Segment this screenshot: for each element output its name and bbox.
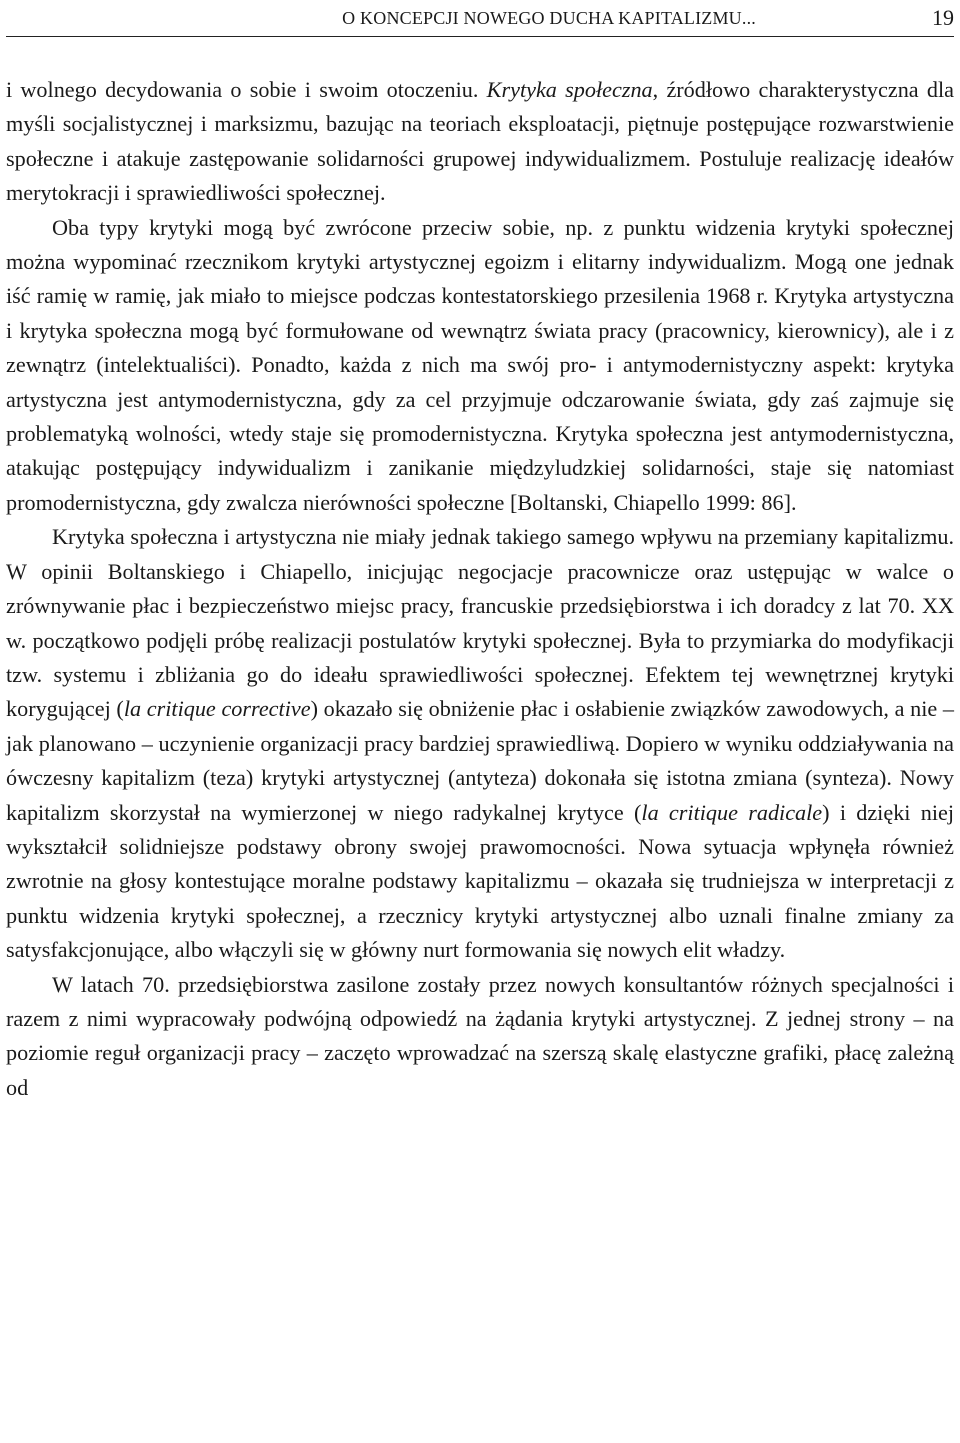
text-run: Oba typy krytyki mogą być zwrócone przeciw sobie, np. z punktu widzenia krytyki społecznej można wypominać rzecznikom krytyki artystycznej egoizm i elitarny indywidualizm. Mogą one jednak iść ramię w ramię, jak miało to miejsce podczas kontestatorskiego przesilenia 1968 r. Krytyka artystyczna i krytyka społeczna mogą być formułowane od wewnątrz świata pracy (pracownicy, kierownicy), ale i z zewnątrz (intelektualiści). Ponadto, każda z nich ma swój pro- i antymodernistyczny aspekt: krytyka artystyczna jest antymodernistyczna, gdy za cel przyjmuje odczarowanie świata, gdy zaś zajmuje się problematyką wolności, wtedy staje się promodernistyczna. Krytyka społeczna jest antymodernistyczna, atakując postępujący indywidualizm i zanikanie międzyludzkiej solidarności, staje się natomiast promodernistyczna, gdy zwalcza nierówności społeczne [Boltanski, Chiapello 1999: 86]. <box>6 214 954 515</box>
text-run: i wolnego decydowania o sobie i swoim otoczeniu. <box>6 77 487 102</box>
text-run: W latach 70. przedsiębiorstwa zasilone zostały przez nowych konsultantów różnych specjalności i razem z nimi wypracowały podwójną odpowiedź na żądania krytyki artystycznej. Z jednej strony – na poziomie reguł organizacji pracy – zaczęto wprowadzać na szerszą skalę elastyczne grafiki, płacę zależną od <box>6 971 954 1100</box>
paragraph <box>6 73 954 211</box>
running-title: O KONCEPCJI NOWEGO DUCHA KAPITALIZMU... <box>342 8 756 28</box>
italic-term: Krytyka społeczna <box>486 77 653 102</box>
text-run: ) okazało się obniżenie płac i osłabienie związków zawodowych, a nie – jak planowano – uczynienie organizacji pracy bardziej sprawiedliwą. Dopiero w wyniku oddziaływania na ówczesny kapitalizm (teza) krytyki artystycznej (antyteza) dokonała się istotna zmiana (synteza). Nowy kapitalizm skorzystał na wymierzonej w niego radykalnej krytyce ( <box>6 696 954 825</box>
italic-term: la critique radicale <box>641 799 823 825</box>
running-header <box>6 0 954 37</box>
text-run: Krytyka społeczna i artystyczna nie miały jednak takiego samego wpływu na przemiany kapitalizmu. W opinii Boltanskiego i Chiapello, inicjując negocjacje pracownicze oraz ustępując w walce o zrównywanie płac i bezpieczeństwo miejsc pracy, francuskie przedsiębiorstwa i ich doradcy z lat 70. XX w. początkowo podjęli próbę realizacji postulatów krytyki społecznej. Była to przymiarka do modyfikacji tzw. systemu i zbliżania go do ideału sprawiedliwości społecznej. Efektem tej wewnętrznej krytyki korygującej ( <box>6 524 954 722</box>
page-number: 19 <box>932 5 954 30</box>
paragraph <box>6 968 954 1106</box>
paragraph <box>6 211 954 521</box>
paragraph <box>6 520 954 967</box>
document-page <box>6 0 954 1105</box>
italic-term: la critique corrective <box>123 696 311 722</box>
text-run: , źródłowo charakterystyczna dla myśli socjalistycznej i marksizmu, bazując na teoriach eksploatacji, piętnuje postępujące rozwarstwienie społeczne i atakuje zastępowanie solidarności grupowej indywidualizmem. Postuluje realizację ideałów merytokracji i sprawiedliwości społecznej. <box>6 77 954 206</box>
body-text <box>6 73 954 1105</box>
text-run: ) i dzięki niej wykształcił solidniejsze podstawy obrony swojej prawomocności. Nowa sytuacja wpłynęła również zwrotnie na głosy kontestujące moralne podstawy kapitalizmu – okazała się trudniejsza w interpretacji z punktu widzenia krytyki społecznej, a rzecznicy krytyki artystycznej albo uznali finalne zmiany za satysfakcjonujące, albo włączyli się w główny nurt formowania się nowych elit władzy. <box>6 799 954 963</box>
